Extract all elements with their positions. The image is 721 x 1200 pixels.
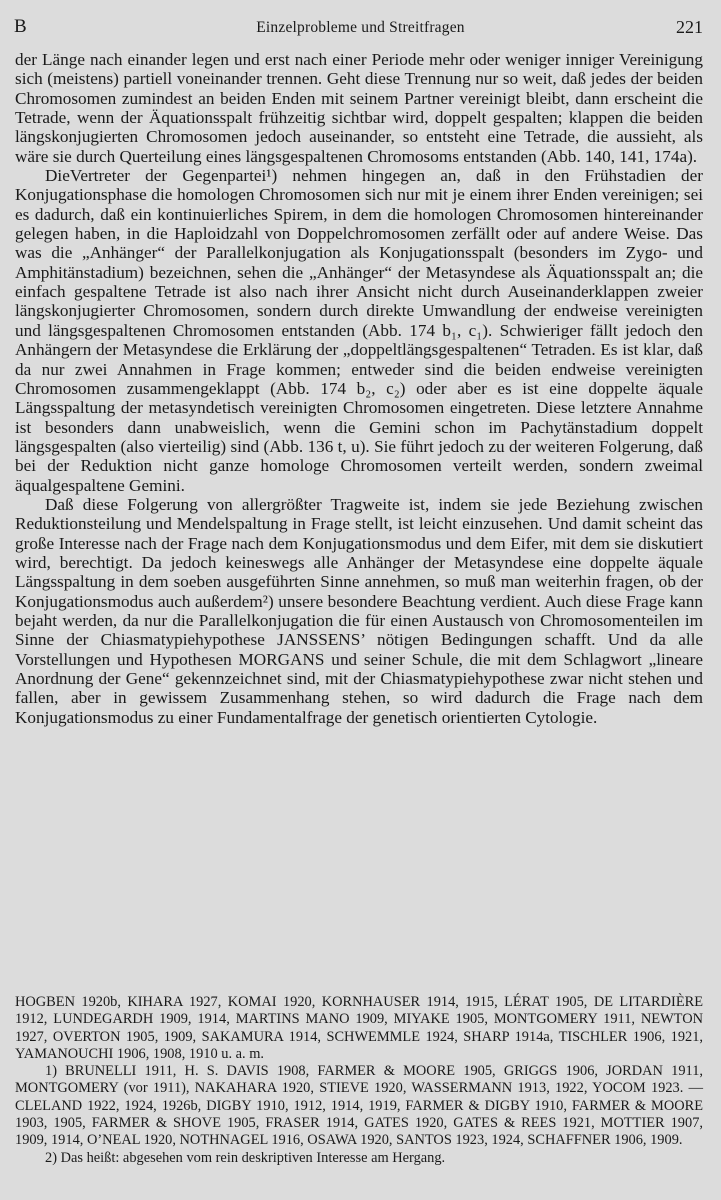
running-title: Einzelprobleme und Streitfragen: [256, 19, 465, 36]
paragraph-1: der Länge nach einander legen und erst nach einer Periode mehr oder weniger inniger Vereinigung sich (meistens) partiell voneinander trennen. Geht diese Trennung nur so weit, daß jedes der beiden Chromosomen zumindest an beiden Enden mit seinem Partner vereinigt bleibt, dann erscheint die Tetrade, wenn der Äquationsspalt frühzeitig sichtbar wird, doppelt gespalten; klappen die beiden längskonjugierten Chromosomen jedoch auseinander, so entsteht eine Tetrade, die aussieht, als wäre sie durch Querteilung eines längsgespaltenen Chromosoms entstanden (Abb. 140, 141, 174a).: [15, 50, 703, 166]
running-header: [0, 16, 721, 42]
main-text: [15, 50, 703, 727]
page-number: 221: [676, 17, 703, 37]
footnote-1: 1) BRUNELLI 1911, H. S. DAVIS 1908, FARMER & MOORE 1905, GRIGGS 1906, JORDAN 1911, MONTGOMERY (vor 1911), NAKAHARA 1920, STIEVE 1920, WASSERMANN 1913, 1922, YOCOM 1923. — CLELAND 1922, 1924, 1926b, DIGBY 1910, 1912, 1914, 1919, FARMER & DIGBY 1910, FARMER & MOORE 1903, 1905, FARMER & SHOVE 1905, FRASER 1914, GATES 1920, GATES & REES 1921, MOTTIER 1907, 1909, 1914, O’NEAL 1920, NOTHNAGEL 1916, OSAWA 1920, SANTOS 1923, 1924, SCHAFFNER 1906, 1909.: [15, 1063, 703, 1149]
footnotes: [15, 994, 703, 1167]
header-marker: B: [14, 16, 27, 37]
paragraph-3: Daß diese Folgerung von allergrößter Tragweite ist, indem sie jede Beziehung zwischen Reduktionsteilung und Mendelspaltung in Frage stellt, ist leicht einzusehen. Und damit scheint das große Interesse nach der Frage nach dem Konjugationsmodus und dem Eifer, mit dem sie diskutiert wird, berechtigt. Da jedoch keineswegs alle Anhänger der Metasyndese eine doppelte äquale Längsspaltung in dem soeben ausgeführten Sinne annehmen, so muß man weiterhin fragen, ob der Konjugationsmodus auch außerdem²) unsere besondere Beachtung verdient. Auch diese Frage kann bejaht werden, da nur die Parallelkonjugation die für einen Austausch von Chromosomenteilen im Sinne der Chiasmatypiehypothese JANSSENS’ nötigen Bedingungen schafft. Und da alle Vorstellungen und Hypothesen MORGANS und seiner Schule, die mit dem Schlagwort „lineare Anordnung der Gene“ gekennzeichnet sind, mit der Chiasmatypiehypothese zwar nicht stehen und fallen, aber in gewissem Zusammenhang stehen, so wird dadurch die Frage nach dem Konjugationsmodus zu einer Fundamentalfrage der genetisch orientierten Cytologie.: [15, 494, 703, 727]
footnote-2: 2) Das heißt: abgesehen vom rein deskriptiven Interesse am Hergang.: [45, 1149, 446, 1166]
reference-list-continued: HOGBEN 1920b, KIHARA 1927, KOMAI 1920, KORNHAUSER 1914, 1915, LÉRAT 1905, DE LITARDIÈRE 1912, LUNDEGARDH 1909, 1914, MARTINS MANO 1909, MIYAKE 1905, MONTGOMERY 1911, NEWTON 1927, OVERTON 1905, 1909, SAKAMURA 1914, SCHWEMMLE 1924, SHARP 1914a, TISCHLER 1906, 1921, YAMANOUCHI 1906, 1908, 1910 u. a. m.: [15, 994, 703, 1062]
paragraph-2: DieVertreter der Gegenpartei¹) nehmen hingegen an, daß in den Frühstadien der Konjugationsphase die homologen Chromosomen sich nur mit je einem ihrer Enden vereinigen; sei es dadurch, daß ein kontinuierliches Spirem, in dem die homologen Chromosomen hintereinander gelegen haben, in die Haploidzahl von Doppelchromosomen zerfällt oder auf andere Weise. Das was die „Anhänger“ der Parallelkonjugation als Konjugationsspalt (besonders im Zygo- und Amphitänstadium) bezeichnen, sehen die „Anhänger“ der Metasyndese als Äquationsspalt an; die einfach gespaltene Tetrade ist also nach ihrer Ansicht nicht durch Auseinanderklappen zweier längskonjugierter Chromosomen, sondern durch direkte Umwandlung der endweise vereinigten und längsgespaltenen Chromosomen entstanden (Abb. 174 b₁, c₁). Schwieriger fällt jedoch den Anhängern der Metasyndese die Erklärung der „doppeltlängsgespaltenen“ Tetraden. Es ist klar, daß da nur zwei Annahmen in Frage kommen; entweder sind die beiden endweise vereinigten Chromosomen zusammengeklappt (Abb. 174 b₂, c₂) oder aber es ist eine doppelte äquale Längsspaltung der metasyndetisch vereinigten Chromosomen eingetreten. Diese letztere Annahme ist besonders dann unabweislich, wenn die Gemini schon im Pachytänstadium doppelt längsgespalten (also vierteilig) sind (Abb. 136 t, u). Sie führt jedoch zu der weiteren Folgerung, daß bei der Reduktion nicht ganze homologe Chromosomen verteilt werden, sondern zweimal äqualgespaltene Gemini.: [15, 166, 703, 495]
